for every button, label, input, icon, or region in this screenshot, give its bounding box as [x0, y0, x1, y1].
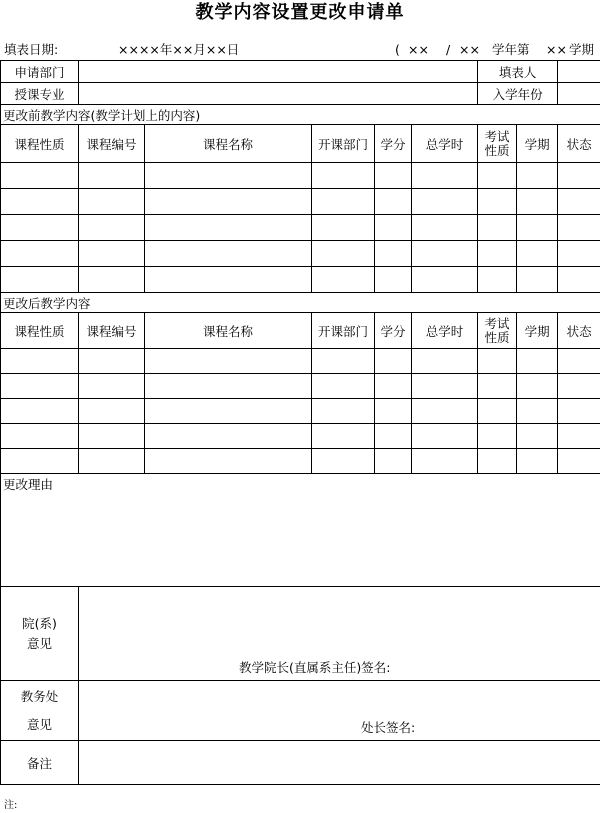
slash: / [446, 42, 451, 57]
after-table-cell[interactable] [558, 449, 600, 474]
before-table-cell[interactable] [375, 189, 412, 215]
after-table-cell[interactable] [478, 374, 517, 399]
before-col-name: 课程名称 [145, 125, 312, 163]
before-table-cell[interactable] [145, 241, 312, 267]
before-table-cell[interactable] [79, 241, 145, 267]
before-table-cell[interactable] [375, 215, 412, 241]
before-table-cell[interactable] [145, 163, 312, 189]
after-table-cell[interactable] [79, 374, 145, 399]
remarks-field[interactable] [79, 741, 600, 785]
after-table-cell[interactable] [1, 424, 79, 449]
after-col-exam-line1: 考试 [484, 315, 510, 331]
after-table-cell[interactable] [79, 449, 145, 474]
before-table-cell[interactable] [1, 163, 79, 189]
before-col-nature: 课程性质 [1, 125, 79, 163]
major-label: 授课专业 [1, 83, 79, 105]
before-table-cell[interactable] [558, 241, 600, 267]
after-table-cell[interactable] [375, 374, 412, 399]
school-year-label: 学年第 [492, 42, 530, 57]
before-table-cell[interactable] [478, 215, 517, 241]
after-table-cell[interactable] [145, 424, 312, 449]
after-col-term: 学期 [517, 313, 558, 349]
before-table-cell[interactable] [478, 189, 517, 215]
before-table-cell[interactable] [412, 241, 478, 267]
after-table-cell[interactable] [517, 349, 558, 374]
after-table-cell[interactable] [1, 449, 79, 474]
before-table-cell[interactable] [375, 163, 412, 189]
after-col-nature: 课程性质 [1, 313, 79, 349]
reason-label: 更改理由 [3, 477, 54, 492]
before-table-row [1, 267, 600, 293]
after-table-cell[interactable] [558, 399, 600, 424]
after-table-cell[interactable] [517, 449, 558, 474]
before-table-cell[interactable] [1, 241, 79, 267]
after-col-credit: 学分 [375, 313, 412, 349]
before-col-dept: 开课部门 [312, 125, 375, 163]
before-col-exam [478, 125, 517, 163]
term-num[interactable]: ×× [546, 42, 567, 57]
before-rows [1, 163, 600, 293]
before-table-cell[interactable] [558, 267, 600, 293]
dept-label: 申请部门 [1, 61, 79, 83]
after-table-cell[interactable] [1, 374, 79, 399]
after-table-cell[interactable] [478, 424, 517, 449]
before-table-row [1, 163, 600, 189]
before-col-hours: 总学时 [412, 125, 478, 163]
before-table-cell[interactable] [375, 267, 412, 293]
before-header-row [1, 125, 600, 163]
before-table-cell[interactable] [412, 215, 478, 241]
before-table-cell[interactable] [1, 215, 79, 241]
after-table-row [1, 449, 600, 474]
before-table-cell[interactable] [312, 163, 375, 189]
after-col-dept: 开课部门 [312, 313, 375, 349]
before-table-cell[interactable] [375, 241, 412, 267]
office-opinion-label-line1: 教务处 [20, 688, 59, 704]
after-table-cell[interactable] [312, 349, 375, 374]
after-col-name: 课程名称 [145, 313, 312, 349]
dept-field[interactable] [79, 61, 478, 83]
year-from[interactable]: ×× [408, 42, 429, 57]
after-table-cell[interactable] [312, 374, 375, 399]
office-signature-label: 处长签名: [361, 720, 416, 735]
before-table-cell[interactable] [517, 189, 558, 215]
before-table-cell[interactable] [478, 163, 517, 189]
filler-field[interactable] [558, 61, 600, 83]
before-table-cell[interactable] [79, 163, 145, 189]
before-table-cell[interactable] [478, 267, 517, 293]
after-table-cell[interactable] [145, 399, 312, 424]
before-table-cell[interactable] [1, 267, 79, 293]
fill-date-label: 填表日期: [4, 42, 59, 57]
after-col-code: 课程编号 [79, 313, 145, 349]
after-table-cell[interactable] [412, 424, 478, 449]
before-table-cell[interactable] [145, 189, 312, 215]
after-table-row [1, 374, 600, 399]
after-col-exam-line2: 性质 [484, 329, 510, 345]
after-table-cell[interactable] [145, 349, 312, 374]
before-table-cell[interactable] [312, 215, 375, 241]
before-table-cell[interactable] [79, 267, 145, 293]
before-table-cell[interactable] [517, 241, 558, 267]
before-section-label: 更改前教学内容(教学计划上的内容) [1, 105, 600, 125]
after-table-cell[interactable] [517, 424, 558, 449]
before-table-cell[interactable] [517, 267, 558, 293]
after-table-cell[interactable] [1, 399, 79, 424]
before-col-status: 状态 [558, 125, 600, 163]
enroll-year-field[interactable] [558, 83, 600, 105]
before-table-cell[interactable] [558, 189, 600, 215]
after-table-cell[interactable] [558, 424, 600, 449]
after-table-cell[interactable] [478, 349, 517, 374]
before-table-cell[interactable] [1, 189, 79, 215]
after-table-cell[interactable] [517, 374, 558, 399]
office-opinion-label-line2: 意见 [26, 716, 52, 732]
before-table-cell[interactable] [478, 241, 517, 267]
after-table-cell[interactable] [145, 374, 312, 399]
before-table-cell[interactable] [312, 241, 375, 267]
after-table-cell[interactable] [478, 399, 517, 424]
dept-opinion-field[interactable] [79, 587, 600, 681]
before-table-row [1, 189, 600, 215]
before-table-cell[interactable] [145, 215, 312, 241]
application-form-table [0, 60, 600, 785]
after-table-cell[interactable] [79, 424, 145, 449]
after-table-cell[interactable] [375, 349, 412, 374]
after-table-cell[interactable] [79, 399, 145, 424]
before-table-cell[interactable] [558, 163, 600, 189]
after-section-label: 更改后教学内容 [1, 293, 600, 313]
before-table-cell[interactable] [145, 267, 312, 293]
form-meta [0, 40, 600, 60]
filler-label: 填表人 [478, 61, 558, 83]
footnote: 注: [4, 800, 18, 811]
before-table-row [1, 215, 600, 241]
before-table-cell[interactable] [412, 267, 478, 293]
before-col-code: 课程编号 [79, 125, 145, 163]
after-table-cell[interactable] [312, 424, 375, 449]
dept-signature-label: 教学院长(直属系主任)签名: [239, 660, 391, 675]
remarks-label: 备注 [1, 741, 79, 785]
fill-date-value[interactable]: ××××年××月××日 [118, 42, 240, 57]
after-table-cell[interactable] [412, 399, 478, 424]
after-table-cell[interactable] [412, 374, 478, 399]
after-table-cell[interactable] [558, 374, 600, 399]
after-table-cell[interactable] [412, 349, 478, 374]
before-table-cell[interactable] [517, 163, 558, 189]
after-col-exam [478, 313, 517, 349]
after-rows [1, 349, 600, 474]
after-header-row [1, 313, 600, 349]
after-table-cell[interactable] [145, 449, 312, 474]
before-col-credit: 学分 [375, 125, 412, 163]
after-table-cell[interactable] [79, 349, 145, 374]
major-field[interactable] [79, 83, 478, 105]
after-table-row [1, 399, 600, 424]
paren-open: ( [395, 42, 400, 57]
before-table-cell[interactable] [79, 189, 145, 215]
before-col-exam-line1: 考试 [484, 128, 510, 144]
after-table-cell[interactable] [558, 349, 600, 374]
after-table-cell[interactable] [312, 399, 375, 424]
after-table-cell[interactable] [478, 449, 517, 474]
before-col-term: 学期 [517, 125, 558, 163]
after-table-cell[interactable] [375, 449, 412, 474]
before-table-cell[interactable] [412, 189, 478, 215]
reason-cell[interactable] [1, 474, 600, 587]
after-table-cell[interactable] [1, 349, 79, 374]
before-table-cell[interactable] [312, 267, 375, 293]
before-table-cell[interactable] [558, 215, 600, 241]
dept-opinion-label-line2: 意见 [26, 635, 52, 651]
after-table-row [1, 349, 600, 374]
before-table-cell[interactable] [517, 215, 558, 241]
after-table-cell[interactable] [312, 449, 375, 474]
dept-opinion-label [1, 587, 79, 681]
dept-opinion-label-line1: 院(系) [22, 615, 57, 631]
page-title: 教学内容设置更改申请单 [195, 2, 405, 23]
after-col-hours: 总学时 [412, 313, 478, 349]
office-opinion-field[interactable] [79, 681, 600, 741]
year-to[interactable]: ×× [459, 42, 480, 57]
after-table-cell[interactable] [375, 399, 412, 424]
before-col-exam-line2: 性质 [484, 142, 510, 158]
term-label: 学期 [569, 42, 595, 57]
after-table-cell[interactable] [517, 399, 558, 424]
office-opinion-label [1, 681, 79, 741]
after-table-row [1, 424, 600, 449]
after-col-status: 状态 [558, 313, 600, 349]
before-table-cell[interactable] [79, 215, 145, 241]
before-table-cell[interactable] [412, 163, 478, 189]
after-table-cell[interactable] [375, 424, 412, 449]
before-table-row [1, 241, 600, 267]
before-table-cell[interactable] [312, 189, 375, 215]
after-table-cell[interactable] [412, 449, 478, 474]
enroll-year-label: 入学年份 [478, 83, 558, 105]
